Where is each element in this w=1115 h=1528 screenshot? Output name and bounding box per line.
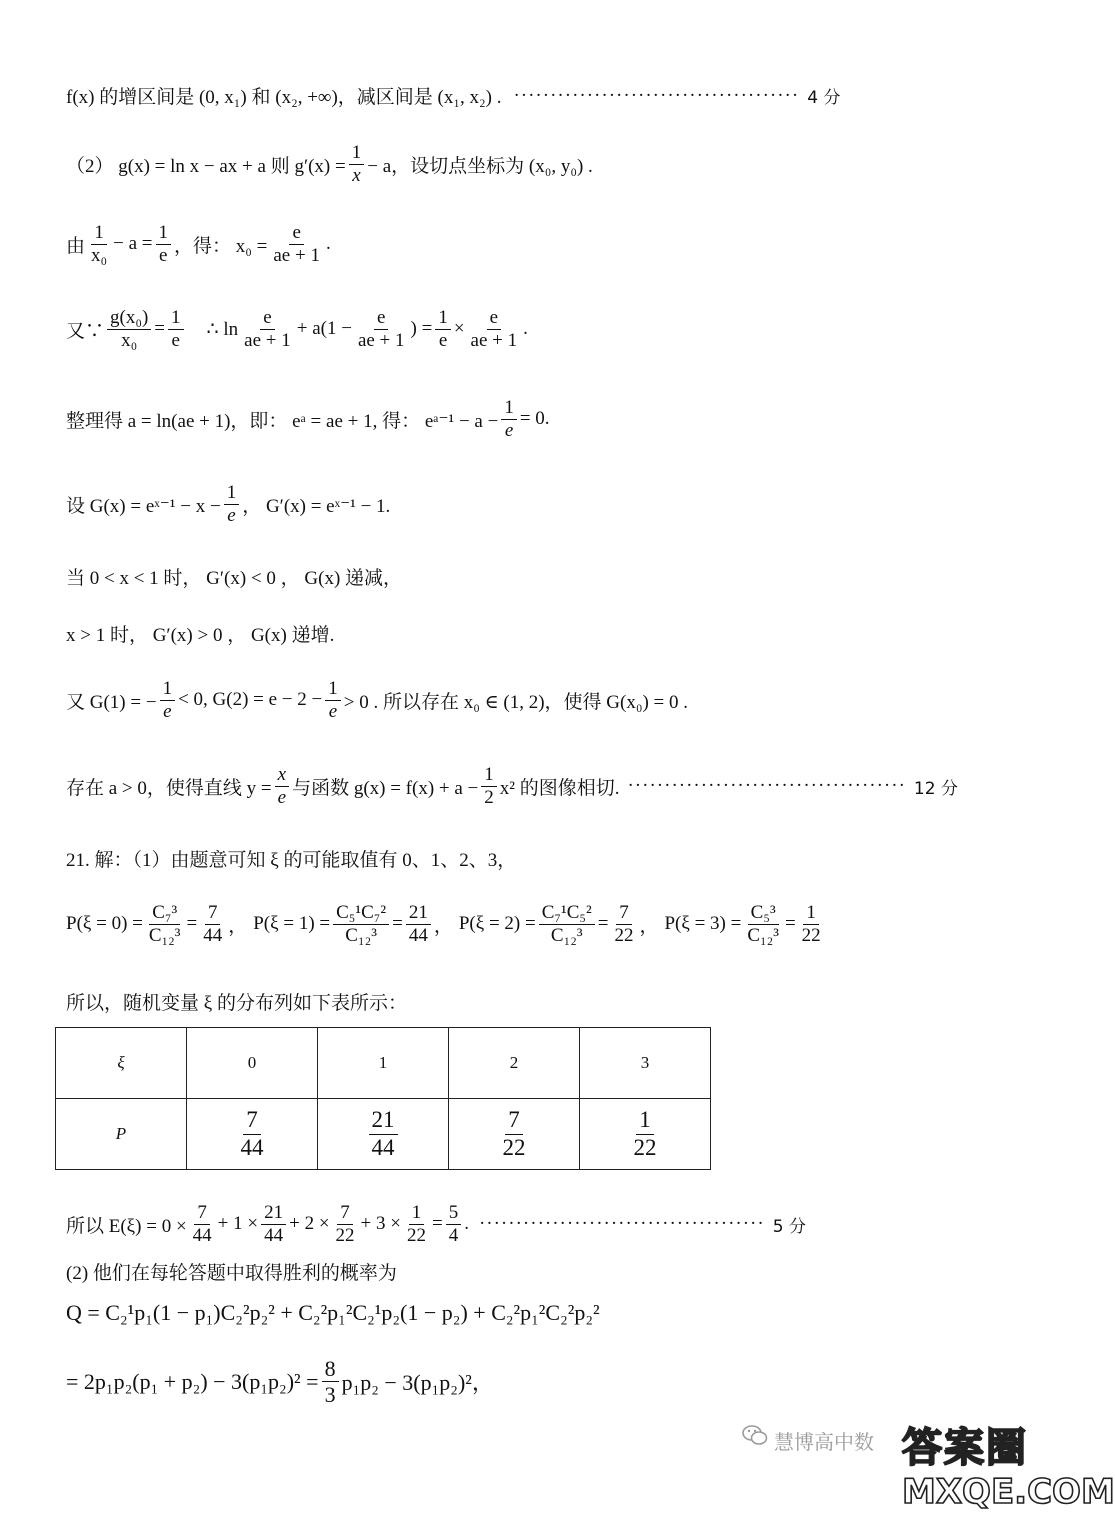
numerator: 1 <box>435 307 451 330</box>
fraction <box>107 307 151 352</box>
watermark-url: MXQE.COM <box>902 1472 1115 1512</box>
denominator: 4 <box>448 1224 459 1246</box>
numerator: 7 <box>243 1107 261 1134</box>
denominator: C₁₂³ <box>345 924 377 946</box>
numerator: 5 <box>446 1202 462 1225</box>
line-text: × <box>453 318 465 340</box>
line-text: Q = C₂¹p₁(1 − p₁)C₂²p₂² + C₂²p₁²C₂¹p₂(1 − p₂) + C₂²p₁²C₂²p₂² <box>66 1300 600 1325</box>
leader-dots: ······································ <box>627 775 906 797</box>
denominator: 44 <box>203 924 223 946</box>
table-cell: 2 <box>449 1028 580 1099</box>
denominator: ae + 1 <box>470 329 518 351</box>
numerator: e <box>487 307 501 330</box>
line-probabilities <box>66 902 827 947</box>
denominator: ae + 1 <box>357 329 405 351</box>
prob-0 <box>66 902 247 947</box>
equals: = <box>597 913 609 935</box>
numerator: 7 <box>616 902 632 925</box>
fraction <box>322 1356 339 1408</box>
fraction <box>481 764 497 809</box>
numerator: 1 <box>224 482 240 505</box>
numerator: 1 <box>803 902 819 925</box>
fraction <box>146 902 184 947</box>
table-cell <box>187 1099 318 1170</box>
denominator: 22 <box>633 1134 657 1160</box>
denominator: 44 <box>240 1134 264 1160</box>
numerator: 1 <box>168 307 184 330</box>
fraction <box>168 307 184 352</box>
line-text: 由 <box>66 235 86 257</box>
line-part2-intro <box>66 1258 397 1285</box>
prob-3 <box>664 902 826 947</box>
denominator: e <box>277 786 287 808</box>
numerator: 7 <box>337 1202 353 1225</box>
numerator: 1 <box>156 222 172 245</box>
fraction <box>369 1107 398 1161</box>
denominator: C₁₂³ <box>747 924 779 946</box>
denominator: 44 <box>192 1224 212 1246</box>
equals: = <box>392 913 403 935</box>
line-text: （2） g(x) = ln x − ax + a 则 g′(x) = <box>66 155 346 177</box>
denominator: x <box>352 164 361 186</box>
table-cell <box>580 1099 711 1170</box>
numerator: 1 <box>409 1202 425 1225</box>
line-text: P(ξ = 2) = <box>458 913 536 935</box>
equals: = <box>186 913 198 935</box>
line-text: ∴ ln <box>206 318 239 340</box>
line-text: 当 0 < x < 1 时， G′(x) < 0 ， G(x) 递减， <box>66 568 403 589</box>
line-text: = 2p₁p₂(p₁ + p₂) − 3(p₁p₂)² = <box>66 1368 319 1394</box>
leader-dots: ······································· <box>513 84 800 106</box>
fraction <box>160 678 176 723</box>
denominator: 44 <box>371 1134 395 1160</box>
table-cell <box>449 1099 580 1170</box>
denominator: 22 <box>801 924 821 946</box>
numerator: 1 <box>501 397 517 420</box>
numerator: 21 <box>369 1107 398 1134</box>
denominator: e <box>438 329 448 351</box>
fraction <box>275 764 289 809</box>
fraction <box>200 902 225 947</box>
line-q21-intro <box>66 845 516 872</box>
denominator: e <box>504 419 514 441</box>
line-text: = <box>154 318 166 340</box>
fraction <box>500 1107 529 1161</box>
fraction <box>501 397 517 442</box>
numerator: 1 <box>91 222 107 245</box>
line-text: − a，设切点坐标为 (x₀, y₀) . <box>367 155 593 177</box>
table-row <box>56 1099 711 1170</box>
fraction <box>261 1202 286 1247</box>
numerator: 21 <box>406 902 431 925</box>
score-label: 12 分 <box>913 778 958 799</box>
fraction <box>156 222 172 267</box>
line-text: p₁p₂ − 3(p₁p₂)²， <box>341 1370 494 1396</box>
numerator: e <box>374 307 388 330</box>
line-distribution-intro <box>66 988 407 1015</box>
numerator: 1 <box>349 142 365 165</box>
line-text: − a = <box>113 233 153 255</box>
line-text: 所以 E(ξ) = 0 × <box>66 1215 187 1237</box>
numerator: 1 <box>481 764 497 787</box>
line-text: P(ξ = 1) = <box>253 913 331 935</box>
fraction <box>224 482 240 527</box>
line-text: x² 的图像相切. <box>499 777 620 799</box>
fraction <box>333 902 389 947</box>
line-Q-simplified <box>66 1356 494 1408</box>
watermark <box>742 1410 1115 1520</box>
fraction <box>241 307 294 352</box>
denominator: 22 <box>406 1224 426 1246</box>
separator: ， <box>639 915 659 937</box>
line-define-G <box>66 482 390 527</box>
table-cell <box>318 1099 449 1170</box>
watermark-logo-text: 答案圈 <box>902 1425 1028 1471</box>
line-text: P(ξ = 0) = <box>66 913 143 935</box>
separator: ， <box>433 915 453 937</box>
line-part2-derivative <box>66 142 593 187</box>
numerator: C₇³ <box>149 902 180 925</box>
fraction <box>435 307 451 352</box>
line-text: 又 G(1) = − <box>66 691 157 713</box>
fraction <box>333 1202 358 1247</box>
denominator: 22 <box>614 924 634 946</box>
line-text: P(ξ = 3) = <box>664 913 742 935</box>
line-G-increasing <box>66 620 334 647</box>
denominator: 2 <box>484 786 494 808</box>
fraction <box>446 1202 462 1247</box>
line-solve-x0 <box>66 222 331 267</box>
denominator: 44 <box>264 1224 284 1246</box>
fraction <box>190 1202 215 1247</box>
line-text: x > 1 时， G′(x) > 0 ， G(x) 递增. <box>66 625 335 646</box>
numerator: 1 <box>160 678 176 701</box>
line-text: (2) 他们在每轮答题中取得胜利的概率为 <box>66 1263 397 1284</box>
fraction <box>611 902 636 947</box>
fraction <box>539 902 595 947</box>
denominator: e <box>328 700 338 722</box>
numerator: 8 <box>322 1356 339 1382</box>
denominator: e <box>227 504 236 526</box>
line-text: 21. 解：（1）由题意可知 ξ 的可能取值有 0、1、2、3， <box>66 850 517 871</box>
fraction <box>355 307 408 352</box>
numerator: 1 <box>325 678 341 701</box>
fraction <box>631 1107 660 1161</box>
fraction <box>325 678 341 723</box>
numerator: C₅¹C₇² <box>333 902 389 925</box>
line-conclusion <box>66 764 958 809</box>
table-header-cell: ξ <box>56 1028 187 1099</box>
line-text: + 1 × <box>217 1213 259 1235</box>
table-row <box>56 1028 711 1099</box>
watermark-account: 慧博高中数 <box>774 1430 874 1454</box>
line-text: 与函数 g(x) = f(x) + a − <box>292 777 479 799</box>
denominator: x₀ <box>91 244 108 266</box>
denominator: e <box>159 244 168 266</box>
line-increase-interval <box>66 82 840 109</box>
fraction <box>349 142 365 187</box>
fraction <box>744 902 782 947</box>
line-text: = 0. <box>519 408 550 430</box>
numerator: x <box>275 764 289 787</box>
line-text: ) = <box>410 318 433 340</box>
line-text: 存在 a > 0，使得直线 y = <box>66 777 272 799</box>
table-cell: 0 <box>187 1028 318 1099</box>
line-simplify <box>66 397 550 442</box>
numerator: 21 <box>261 1202 286 1225</box>
line-text: 又∵ <box>66 320 105 342</box>
numerator: 1 <box>636 1107 654 1134</box>
distribution-table <box>55 1027 711 1170</box>
table-cell: 1 <box>318 1028 449 1099</box>
numerator: e <box>289 222 303 245</box>
line-text: . <box>325 233 331 255</box>
line-Q-expression <box>66 1300 600 1326</box>
line-text: = <box>431 1213 443 1235</box>
line-text: . <box>464 1213 469 1235</box>
denominator: e <box>171 329 180 351</box>
numerator: 7 <box>194 1202 210 1225</box>
numerator: g(x₀) <box>107 307 151 330</box>
fraction <box>404 1202 429 1247</box>
line-G-values <box>66 678 688 723</box>
table-cell: 3 <box>580 1028 711 1099</box>
denominator: ae + 1 <box>244 329 291 351</box>
prob-2 <box>459 902 659 947</box>
denominator: 44 <box>408 924 428 946</box>
fraction <box>238 1107 267 1161</box>
numerator: 7 <box>205 902 221 925</box>
score-label: 5 分 <box>772 1216 806 1237</box>
denominator: 22 <box>502 1134 526 1160</box>
line-text: . <box>523 318 528 340</box>
denominator: ae + 1 <box>273 244 320 266</box>
fraction <box>88 222 110 267</box>
denominator: x₀ <box>121 329 138 351</box>
numerator: 7 <box>505 1107 523 1134</box>
numerator: e <box>260 307 274 330</box>
fraction <box>468 307 521 352</box>
line-text: ，得： x₀ = <box>174 235 268 257</box>
line-text: < 0, G(2) = e − 2 − <box>178 689 323 711</box>
numerator: C₅³ <box>748 902 779 925</box>
equals: = <box>784 913 796 935</box>
line-tangent-condition <box>66 307 528 352</box>
fraction <box>406 902 431 947</box>
line-text: > 0 . 所以存在 x₀ ∈ (1, 2)，使得 G(x₀) = 0 . <box>343 691 689 713</box>
separator: ， <box>228 915 248 937</box>
denominator: 3 <box>324 1382 336 1408</box>
denominator: e <box>163 700 172 722</box>
line-expectation <box>66 1202 806 1247</box>
denominator: C₁₂³ <box>550 924 583 946</box>
fraction <box>799 902 824 947</box>
denominator: C₁₂³ <box>148 924 181 946</box>
score-label: 4 分 <box>807 88 841 108</box>
line-text: + a(1 − <box>296 318 352 340</box>
numerator: C₇¹C₅² <box>539 902 595 925</box>
line-text: 设 G(x) = eˣ⁻¹ − x − <box>66 495 221 517</box>
line-text: f(x) 的增区间是 (0, x₁) 和 (x₂, +∞)，减区间是 (x₁, x₂) . <box>66 87 502 108</box>
line-text: ， G′(x) = eˣ⁻¹ − 1. <box>242 495 391 517</box>
line-text: 所以，随机变量 ξ 的分布列如下表所示： <box>66 993 407 1014</box>
prob-1 <box>253 902 453 947</box>
line-G-decreasing <box>66 563 402 590</box>
line-text: + 2 × <box>289 1213 330 1235</box>
fraction <box>270 222 323 267</box>
table-header-cell: P <box>56 1099 187 1170</box>
line-text: 整理得 a = ln(ae + 1)，即： eᵃ = ae + 1, 得： eᵃ⁻¹ − a − <box>66 410 499 432</box>
leader-dots: ······································· <box>478 1213 765 1235</box>
denominator: 22 <box>335 1224 355 1246</box>
wechat-icon <box>742 1424 768 1446</box>
line-text: + 3 × <box>360 1213 401 1235</box>
